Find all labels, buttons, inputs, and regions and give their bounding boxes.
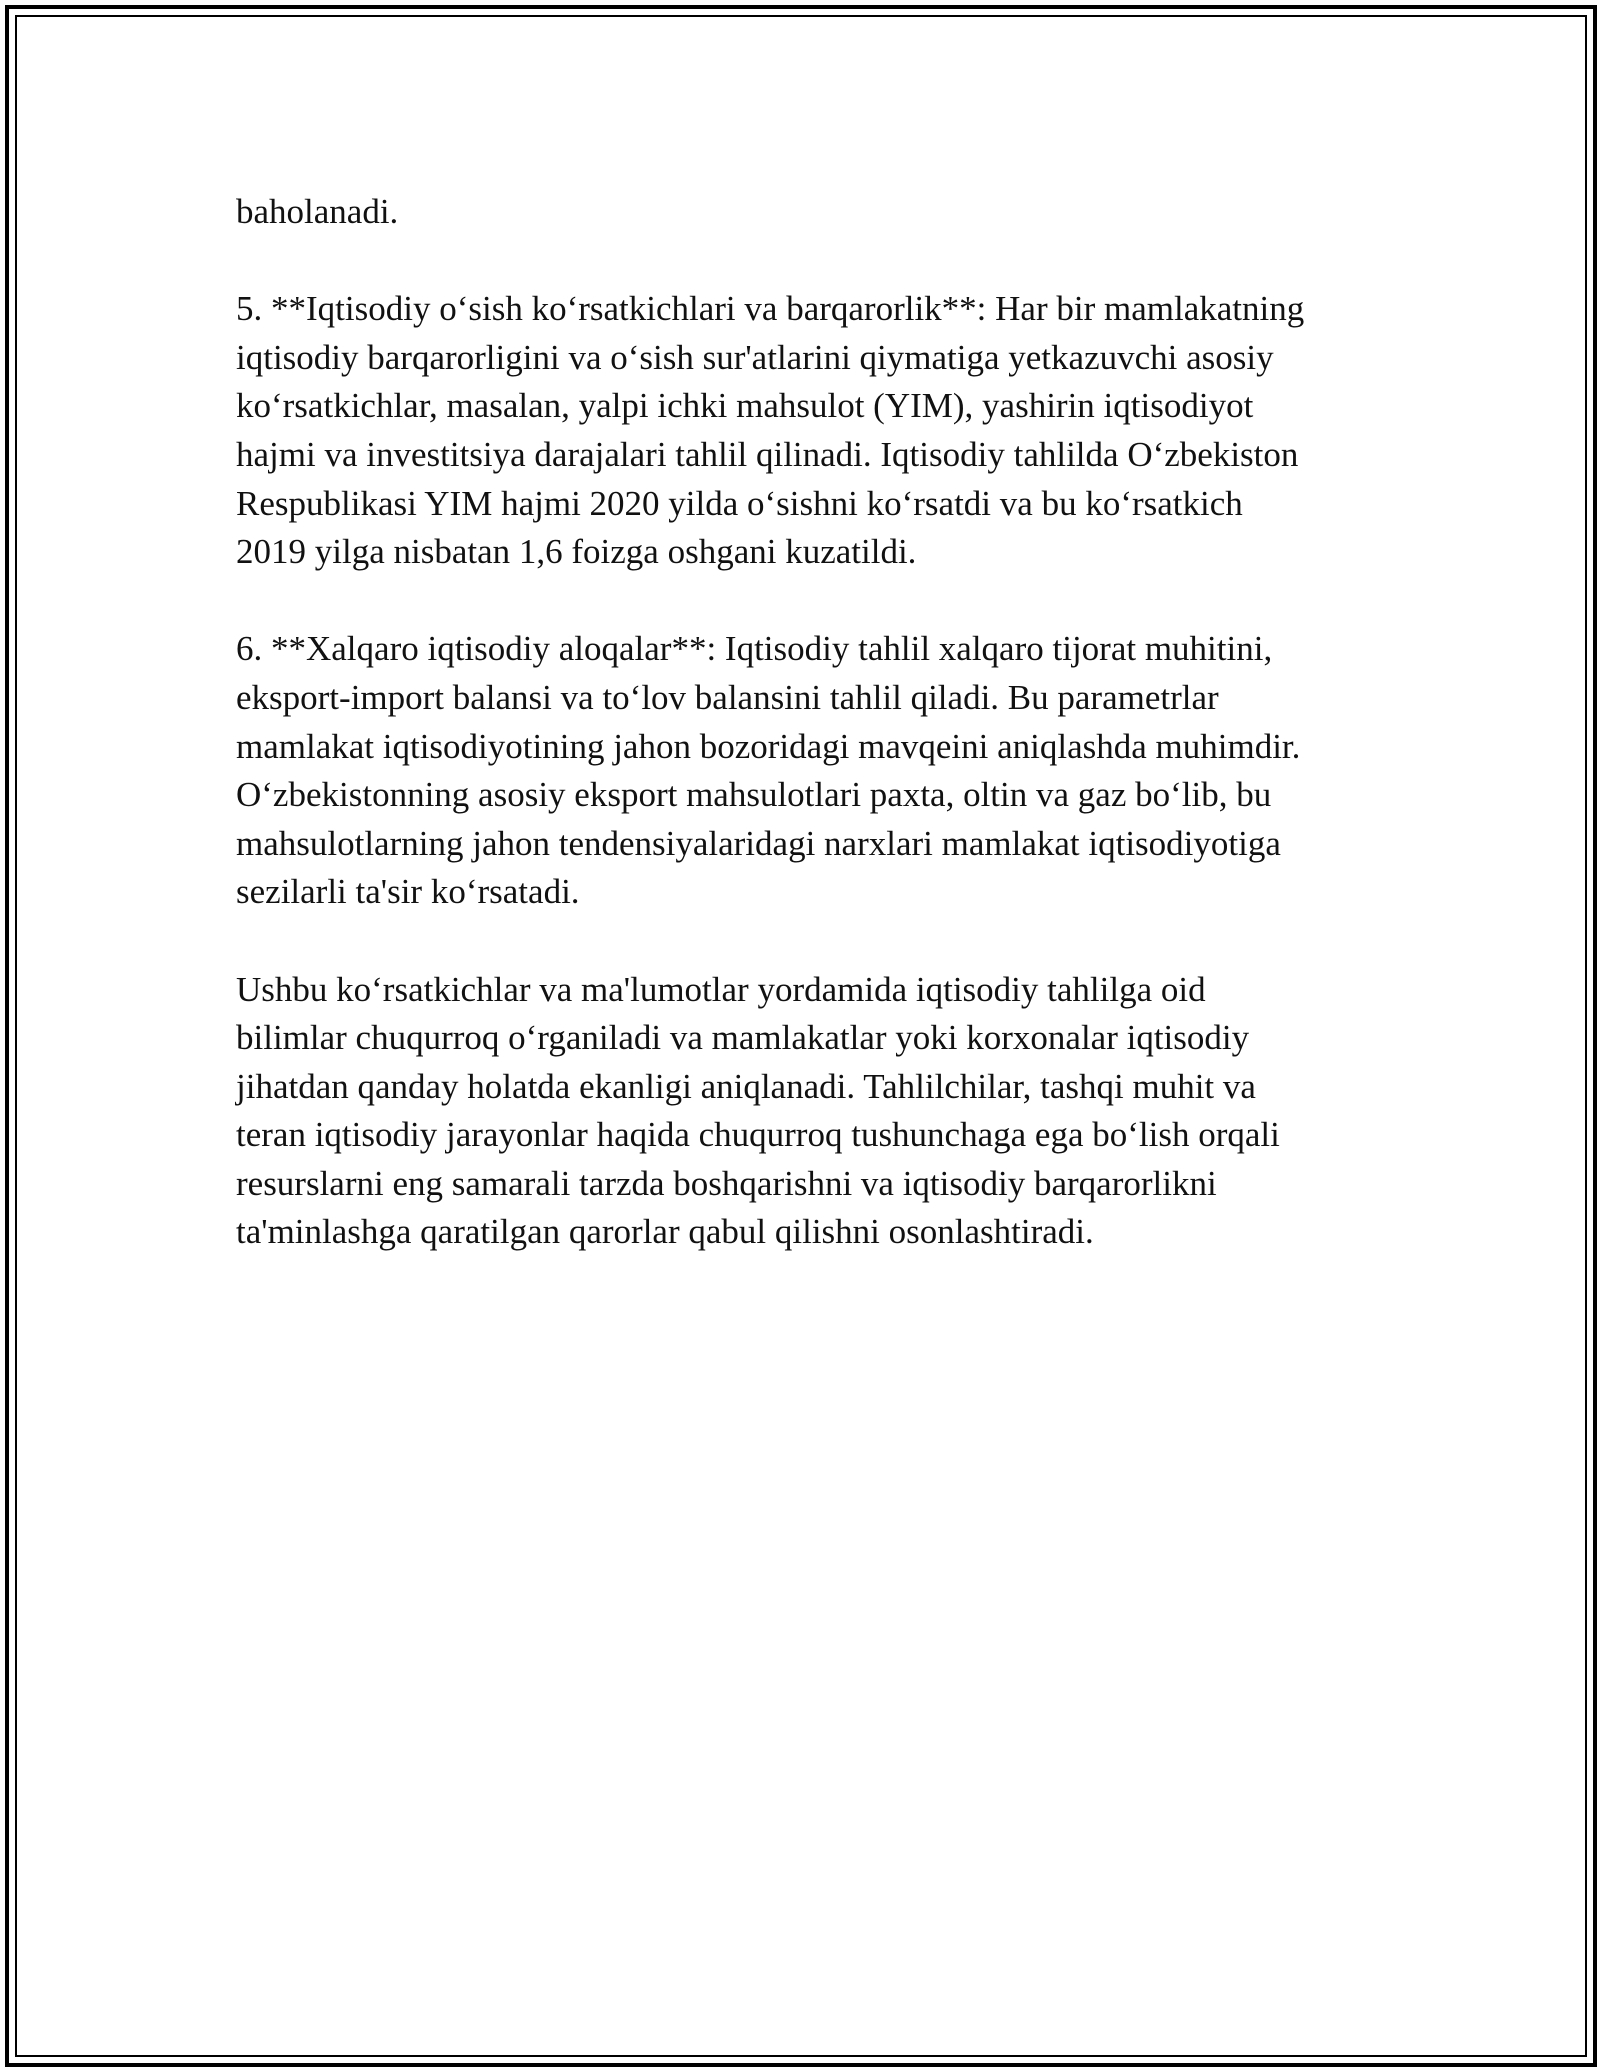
paragraph-continuation: baholanadi. [236, 192, 399, 231]
paragraph-conclusion: Ushbu ko‘rsatkichlar va ma'lumotlar yordamida iqtisodiy tahlilga oid bilimlar chuqurroq o‘rganiladi va mamlakatlar yoki korxonalar iqtisodiy jihatdan qanday holatda ekanligi aniqlanadi. Tahlilchilar, tashqi muhit va teran iqtisodiy jarayonlar haqida chuqurroq tushunchaga ega bo‘lish orqali resurslarni eng samarali tarzda boshqarishni va iqtisodiy barqarorlikni ta'minlashga qaratilgan qarorlar qabul qilishni osonlashtiradi. [236, 969, 1280, 1252]
paragraph-economic-growth: 5. **Iqtisodiy o‘sish ko‘rsatkichlari va barqarorlik**: Har bir mamlakatning iqtisodiy barqarorligini va o‘sish sur'atlarini qiymatiga yetkazuvchi asosiy ko‘rsatkichlar, masalan, yalpi ichki mahsulot (YIM), yashirin iqtisodiyot hajmi va investitsiya darajalari tahlil qilinadi. Iqtisodiy tahlilda O‘zbekiston Respublikasi YIM hajmi 2020 yilda o‘sishni ko‘rsatdi va bu ko‘rsatkich 2019 yilga nisbatan 1,6 foizga oshgani kuzatildi. [236, 289, 1305, 572]
document-body [236, 188, 1366, 1306]
paragraph-international-relations: 6. **Xalqaro iqtisodiy aloqalar**: Iqtisodiy tahlil xalqaro tijorat muhitini, eksport-import balansi va to‘lov balansini tahlil qiladi. Bu parametrlar mamlakat iqtisodiyotining jahon bozoridagi mavqeini aniqlashda muhimdir. O‘zbekistonning asosiy eksport mahsulotlari paxta, oltin va gaz bo‘lib, bu mahsulotlarning jahon tendensiyalaridagi narxlari mamlakat iqtisodiyotiga sezilarli ta'sir ko‘rsatadi. [236, 629, 1301, 912]
